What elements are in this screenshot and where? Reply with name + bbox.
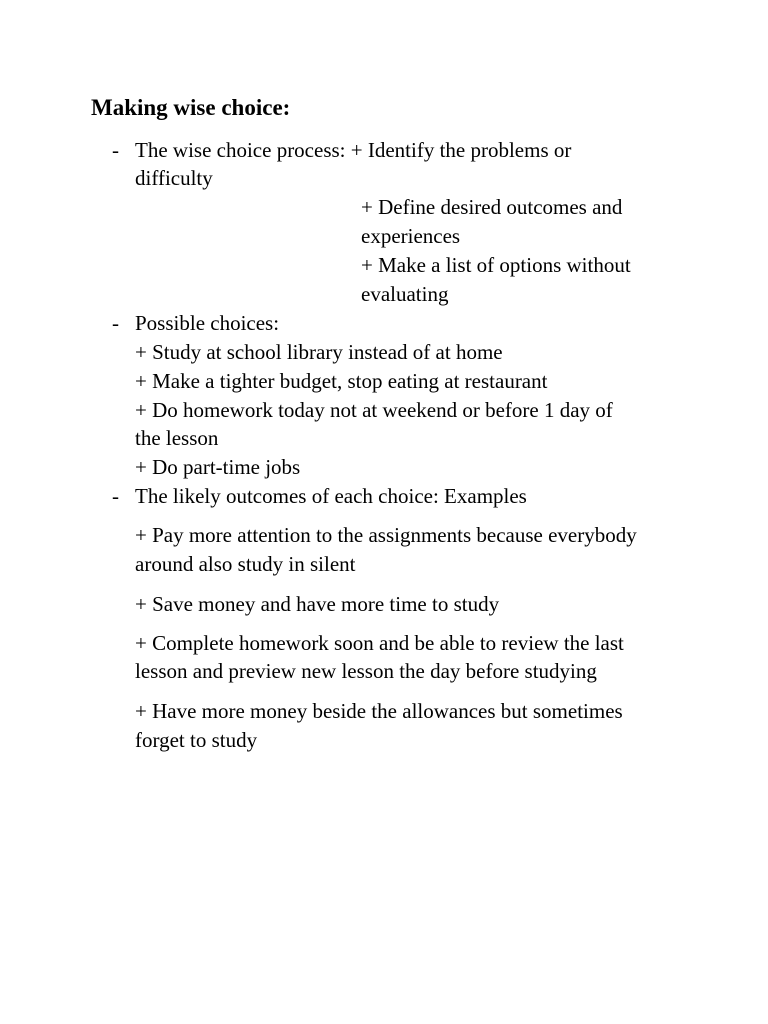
bullet-marker: - xyxy=(112,311,119,335)
document-title: Making wise choice: xyxy=(91,95,291,120)
choice-item: + Make a tighter budget, stop eating at restaurant xyxy=(135,369,548,393)
outcome-paragraph-line: around also study in silent xyxy=(135,552,356,576)
choice-item: the lesson xyxy=(135,426,219,450)
choice-item: + Do homework today not at weekend or before 1 day of xyxy=(135,398,613,422)
process-step: experiences xyxy=(361,224,461,248)
process-step: + Make a list of options without xyxy=(361,253,631,277)
bullet-marker: - xyxy=(112,484,119,508)
choice-item: + Do part-time jobs xyxy=(135,455,301,479)
outcome-paragraph-line: + Save money and have more time to study xyxy=(135,592,500,616)
bullet-marker: - xyxy=(112,138,119,162)
section1-lead: The wise choice process: + Identify the problems or xyxy=(135,138,572,162)
section2-lead: Possible choices: xyxy=(135,311,280,335)
section1-lead-cont: difficulty xyxy=(135,166,213,190)
choice-item: + Study at school library instead of at home xyxy=(135,340,503,364)
outcome-paragraph-line: lesson and preview new lesson the day before studying xyxy=(135,659,597,683)
outcome-paragraph-line: + Have more money beside the allowances but sometimes xyxy=(135,699,623,723)
outcome-paragraph-line: forget to study xyxy=(135,728,258,752)
outcome-paragraph-line: + Complete homework soon and be able to review the last xyxy=(135,631,624,655)
process-step: + Define desired outcomes and xyxy=(361,195,623,219)
process-step: evaluating xyxy=(361,282,449,306)
outcome-paragraph-line: + Pay more attention to the assignments because everybody xyxy=(135,523,637,547)
section3-lead: The likely outcomes of each choice: Examples xyxy=(135,484,527,508)
